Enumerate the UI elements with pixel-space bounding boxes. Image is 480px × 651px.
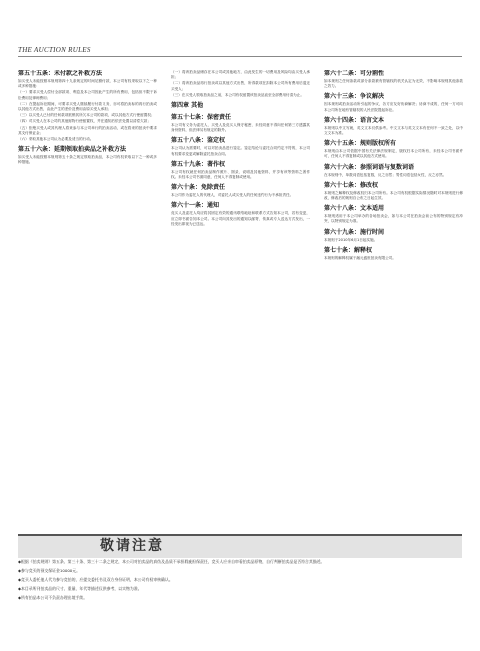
notice-text: ◆根据《拍卖规则》第五条、第三十条、第三十二条之规定，本公司对拍卖品的真伪及品质不承担瑕疵担保责任，竞买人应亲自审看拍卖品原物，自行判断拍卖品是否符合其描述。: [18, 559, 325, 564]
rule-article: [324, 117, 463, 136]
article-paragraph: 本公司有权就任何拍卖品制作照片、图录、说明及其他资料，并享有该等资料之著作权。未经本公司书面同意，任何人不得复制或使用。: [171, 169, 310, 180]
rule-article: [324, 247, 463, 261]
rule-article: [324, 140, 463, 159]
article-paragraph: 本规则之解释权及修改权归本公司所有。本公司有权根据实际情况随时对本规则进行修改，修改后的规则自公布之日起生效。: [324, 190, 463, 201]
rule-article: [171, 184, 310, 198]
article-paragraph: （二）将该拍卖品再行拍卖或以其他方式出售，所得款项在扣除本公司所有费用后退还买受人；: [171, 81, 310, 91]
rule-article: [171, 202, 310, 227]
article-paragraph: （三）在买受人领取拍卖品之前，本公司有权留置该拍卖品直至全部费用付清为止。: [171, 92, 304, 97]
article-paragraph: （二）在提起诉讼期间，可要求买受人继续履行付款义务，亦可将拍卖标的再行拍卖或以其他方式出售，由此产生的差价及费用由原买受人承担；: [18, 101, 157, 112]
notice-item: [18, 568, 462, 574]
article-paragraph: 本规则适用于本公司举办的各场拍卖会，如与本公司在拍卖会前公布的特别规定有冲突，以特别规定为准。: [324, 214, 463, 224]
article-heading: 第五十六条：延期领取拍卖品之补救方法: [18, 146, 127, 154]
running-header: [18, 46, 462, 57]
rule-article: [324, 93, 463, 112]
article-heading: 第六十二条：可分割性: [324, 70, 385, 77]
rule-article: [18, 146, 157, 165]
article-paragraph: 本规则由本公司依据中国有关法律法规制定，版权归本公司所有，未经本公司书面许可，任何人不得复制或以其他方式使用。: [324, 149, 463, 159]
notice-item: [18, 559, 462, 565]
rule-article: [324, 229, 463, 243]
rules-column-3: [324, 70, 463, 533]
article-paragraph: 本公司有义务为委托人、买受人及竞买人保守秘密，未经同意不得向任何第三方透露其身份资料，但法律另有规定的除外。: [171, 123, 310, 133]
article-paragraph: 在本规则中，单数词语包括复数，反之亦然；男性词语包括女性，反之亦然。: [324, 172, 447, 177]
article-paragraph: 因本规则或拍卖活动所引起的争议，各方应友好协商解决；协商不成的，任何一方可向本公司所在地有管辖权的人民法院提起诉讼。: [324, 102, 463, 112]
notice-banner: [18, 534, 462, 558]
article-paragraph: 本公司作为委托人的代理人，对委托人或买受人的任何违约行为不承担责任。: [171, 193, 294, 198]
rule-article: [324, 205, 463, 224]
notice-item: [18, 595, 462, 601]
article-heading: 第五十七条：保密责任: [171, 114, 232, 122]
article-heading: 第五十八条：鉴定权: [171, 137, 226, 145]
article-paragraph: （五）拒绝买受人或其代理人将来参与本公司举行的拍卖活动，或在将来的拍卖中要求其支付保证金；: [18, 125, 157, 135]
rule-article: [171, 114, 310, 133]
notice-text: ◆竞买人委托他人代为参与竞拍的，应提交委托书及双方身份证明，本公司有权审核确认。: [18, 577, 173, 582]
article-paragraph: （三）以买受人已付的任何款项抵销其所欠本公司的款项，或以其他方式行使留置权；: [18, 113, 155, 118]
article-paragraph: 竞买人及委托人均应将其固定有效的通讯联络地址和联系方式告知本公司，若有变更，应立即书面告知本公司。本公司向其发出的通知以邮寄、传真或专人送达方式发出，一经发出即视为已送达。: [171, 211, 310, 226]
article-paragraph: （六）采取其他本公司认为必要及适当的行动。: [18, 137, 94, 142]
article-paragraph: 本规则于2010年6月1日起实施。: [324, 237, 378, 242]
notice-text: ◆所有拍品本公司不负责办理出境手续。: [18, 595, 88, 600]
article-paragraph: 本规则以中文写就，英文文本仅供参考。中文文本与英文文本有任何不一致之处，以中文文本为准。: [324, 125, 463, 136]
article-paragraph: 如买受人未能按照本规则第四十九条规定的时间足额付款，本公司有权采取以下之一种或多种措施：: [18, 79, 157, 89]
rule-article: [171, 102, 310, 110]
article-heading: 第六十一条：通知: [171, 202, 220, 210]
article-paragraph: （一）要求买受人偿付全部款项、利息及本公司因此产生的所有费用，包括但不限于诉讼费用及律师费用；: [18, 90, 157, 100]
rule-article: [324, 182, 463, 201]
article-heading: 第六十七条：修改权: [324, 181, 379, 189]
notice-item: [18, 577, 462, 583]
rule-article: [18, 70, 157, 142]
rules-column-1: [18, 70, 157, 533]
notice-list: [18, 559, 462, 604]
rules-column-2: [171, 70, 310, 533]
rules-columns: [18, 70, 464, 533]
article-paragraph: 本规则的解释权属于瀚元盛世拍卖有限公司。: [324, 255, 396, 260]
article-paragraph: 如买受人未能按照本规则第五十条之规定领取拍卖品，本公司有权采取以下之一种或多种措施。: [18, 155, 157, 165]
article-heading: 第六十三条：争议解决: [324, 93, 385, 101]
article-heading: 第五十九条：著作权: [171, 160, 226, 168]
notice-item: [18, 586, 462, 592]
article-heading: 第七十条：解释权: [324, 246, 373, 254]
article-heading: 第六十八条：文本适用: [324, 205, 385, 213]
rule-article: [171, 161, 310, 180]
article-paragraph: （一）将该拍卖品储存在本公司或其他地方，由此发生的一切费用及风险均由买受人承担；: [171, 70, 310, 80]
rule-article: [324, 70, 463, 89]
article-paragraph: （四）对买受人在本公司的其他财物行使留置权，并在通知后依法处置以清偿欠款；: [18, 119, 151, 124]
notice-text: ◆参与竞买的预交保证金10000元。: [18, 568, 81, 573]
article-heading: 第六十六条：参照词语与复数词语: [324, 163, 415, 171]
running-title: THE AUCTION RULES: [18, 46, 91, 54]
article-heading: 第四章 其他: [171, 102, 204, 110]
notice-title: 敬请注意: [100, 538, 164, 554]
rule-article: [171, 137, 310, 156]
notice-text: ◆本目录所刊拍卖品的尺寸、重量、年代等描述仅供参考，以实物为准。: [18, 586, 142, 591]
article-paragraph: 如本规则之任何条款或部分条款被有管辖权的机关认定为无效，不影响本规则其他条款之效力。: [324, 79, 463, 89]
article-heading: 第五十五条：未付款之补救方法: [18, 70, 103, 77]
article-heading: 第六十五条：规则版权所有: [324, 140, 397, 148]
article-heading: 第六十四条：语言文本: [324, 116, 385, 124]
rule-article: [324, 164, 463, 178]
article-paragraph: 本公司认为需要时，可以对拍卖品进行鉴定。鉴定结论与委托合同约定不符的，本公司有权要求变更或解除委托拍卖合同。: [171, 146, 310, 156]
article-heading: 第六十条：免除责任: [171, 184, 226, 192]
article-heading: 第六十九条：施行时间: [324, 228, 385, 236]
rule-article: [171, 70, 310, 98]
